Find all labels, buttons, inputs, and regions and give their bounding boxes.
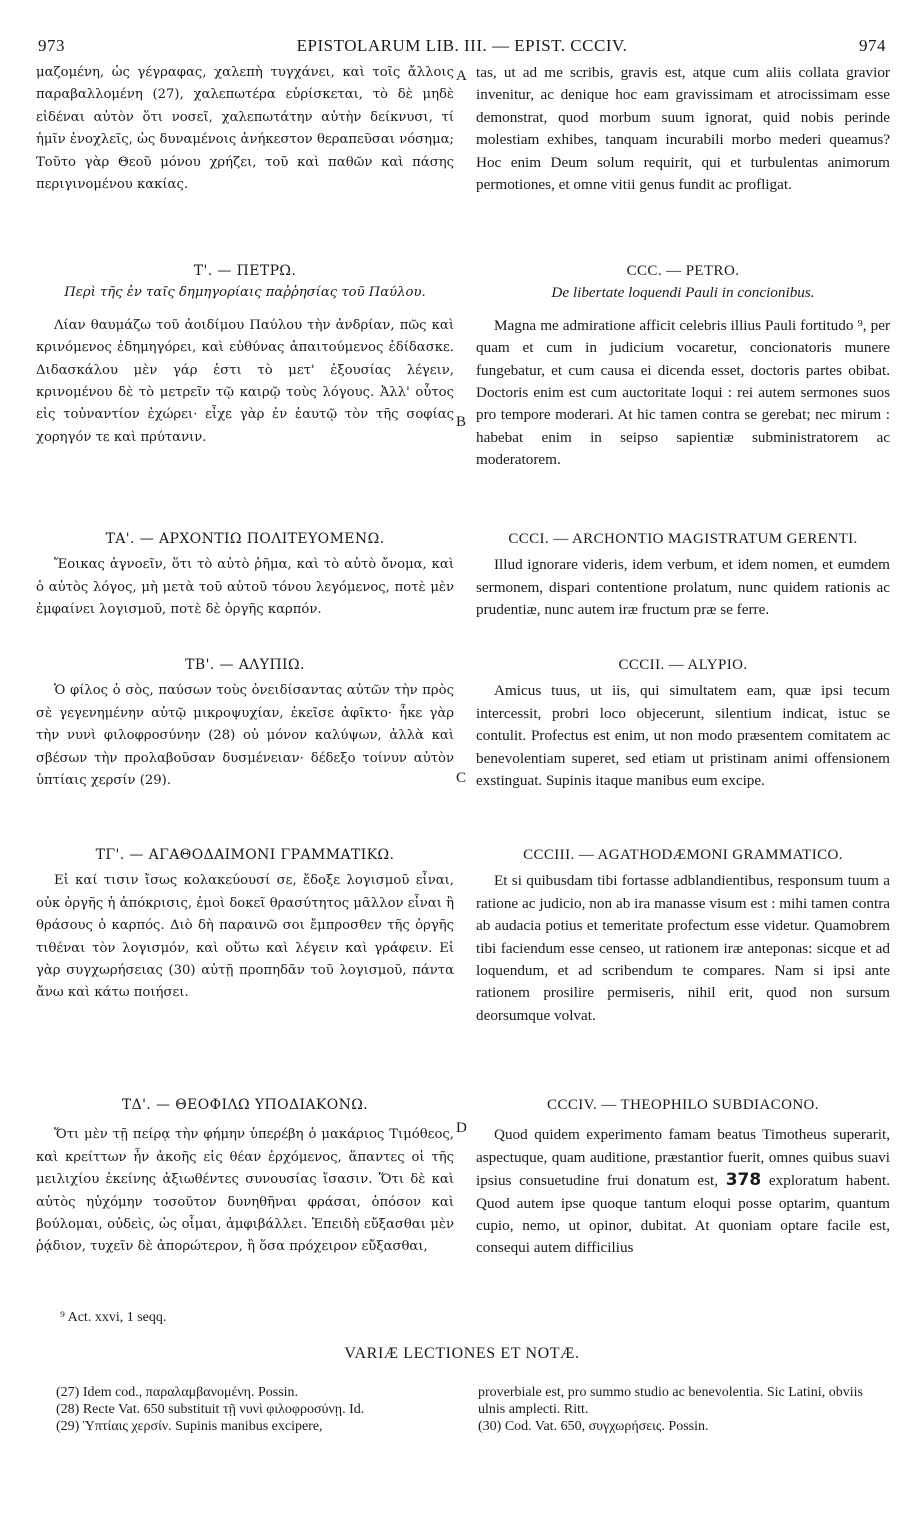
greek-paragraph: μαζομένη, ὡς γέγραφας, χαλεπὴ τυγχάνει, καὶ τοῖς ἄλλοις παραβαλλομένη (27), χαλεπωτέρα εὑρίσκεται, τὸ δὲ μηδὲ εἰδέναι αὐτὸν ὅτι νοσεῖ, χαλεπωτάτην αὐτὴν δείκνυσι, τί ἡμῖν ἐνοχλεῖς, ὡς δυναμένοις ἀνήκεστον θεραπεῦσαι νόσημα; Τοῦτο γὰρ Θεοῦ μόνου χρήζει, τοῦ καὶ παθῶν καὶ πάσης περιγινομένου κακίας. (36, 65, 454, 193)
margin-letter-c: C (456, 770, 467, 786)
page-number-left: 973 (38, 36, 65, 55)
note: (30) Cod. Vat. 650, συγχωρήσεις. Possin. (478, 1419, 709, 1434)
greek-paragraph: Λίαν θαυμάζω τοῦ ἀοιδίμου Παύλου τὴν ἀνδρίαν, πῶς καὶ κρινόμενος ἐδημηγόρει, καὶ εὐθύνας ἀπαιτούμενος ἐδίδασκε. Διδασκάλου μὲν γάρ ἐστι τὸ μετ' ἐξουσίας λέγειν, κρινομένου δὲ τὸ μετρεῖν τῷ καιρῷ τοὺς λόγους. Ἀλλ' οὗτος εἰς τοὐναντίον ἐχώρει· εἶχε γὰρ ἐν ἑαυτῷ τὸν τῆς σοφίας χορηγόν τε καὶ πρύτανιν. (36, 317, 454, 445)
footnote: ⁹ Act. xxvi, 1 seqq. (60, 1310, 167, 1325)
letter-subtitle: De libertate loquendi Pauli in concionibus. (551, 284, 815, 302)
running-title: EPISTOLARUM LIB. III. — EPIST. CCCIV. (296, 36, 628, 55)
notes-left (56, 1384, 456, 1435)
greek-paragraph: Εἰ καί τισιν ἴσως κολακεύουσί σε, ἔδοξε λογισμοῦ εἶναι, οὐκ ὀργῆς ἡ ἀπόκρισις, ἐμοὶ δοκεῖ θρασύτητος μᾶλλον εἶναι ἢ θράσους ὁ καρπός. Διὸ δὴ παραινῶ σοι ἔμπροσθεν τῆς ὀργῆς τιθέναι τὸν λογισμόν, καὶ οὕτω καὶ λέγειν καὶ γράφειν. Εἰ γὰρ συγχωρήσειας (30) αὐτῇ προπηδᾶν τοῦ λογισμοῦ, πάντα ἄνω καὶ κάτω ποιήσει. (36, 873, 454, 1001)
letter-heading: ΤΒ'. — ΑΛΥΠΙΩ. (185, 657, 305, 673)
letter-heading: ΤΓ'. — ΑΓΑΘΟΔΑΙΜΟΝΙ ΓΡΑΜΜΑΤΙΚΩ. (95, 847, 395, 863)
greek-letter-301 (36, 528, 454, 622)
latin-paragraph: Amicus tuus, ut iis, qui simultatem eam, quæ ipsi tecum intercessit, probri loco objecerunt, silentium indicat, istuc se contulit. Profectus est enim, ut non modo præsentem comitatem ac benevolentiam superet, sed etiam ut pristinam animi offensionem exstinguat. Supinis itaque manibus eum excipe. (476, 682, 890, 790)
greek-letter-303 (36, 844, 454, 1005)
note: proverbiale est, pro summo studio ac benevolentia. Sic Latini, obviis ulnis amplecti. Ritt. (478, 1385, 863, 1417)
variae-lectiones-title: VARIÆ LECTIONES ET NOTÆ. (344, 1345, 580, 1362)
greek-paragraph: Ὁ φίλος ὁ σὸς, παύσων τοὺς ὀνειδίσαντας αὐτῶν τὴν πρὸς σὲ γεγενημένην αὐτῷ μικροψυχίαν, ἐκεῖσε ἀφῖκτο· ἧκε γὰρ τὴν νυνὶ φιλοφροσύνην (28) οὐ μόνον καλύψων, ἀλλὰ καὶ σβέσων τὴν προλαβοῦσαν δυσμένειαν· δέδεξο τοίνυν αὐτὸν ὑπτίαις χερσίν (29). (36, 683, 454, 789)
latin-text: exploratum habent. Quod autem ipse quoque tantum eloqui posse optarim, quantum cupio, nemo, ut opinor, dubitat. At quoniam optare facile est, consequi autem difficilius (476, 1172, 891, 1257)
letter-heading: CCCII. — ALYPIO. (618, 657, 748, 673)
margin-letter-b: B (456, 414, 467, 430)
latin-paragraph (476, 1124, 890, 1259)
note: (28) Recte Vat. 650 substituit τῇ νυνὶ φιλοφροσύνῃ. Id. (56, 1402, 365, 1417)
margin-letter-d: D (456, 1120, 467, 1136)
letter-subtitle: Περὶ τῆς ἐν ταῖς δημηγορίαις παῤῥησίας τοῦ Παύλου. (64, 285, 426, 301)
page-number-right: 974 (859, 36, 886, 55)
latin-letter-304 (476, 1094, 890, 1260)
latin-letter-300 (476, 260, 890, 472)
notes-right (478, 1384, 888, 1435)
latin-letter-303 (476, 844, 890, 1027)
letter-heading: CCCIV. — THEOPHILO SUBDIACONO. (547, 1097, 819, 1113)
greek-letter-304 (36, 1094, 454, 1259)
latin-paragraph: Et si quibusdam tibi fortasse adblandientibus, responsum tuum a ratione ac judicio, non ab ira manasse visum est : mihi tamen contra ab audacia potius et temeritate profectum esse videtur. Quamobrem tibi faciendum esse censeo, ut rationem iræ anteponas: sicque et ad loquendum, et ad scribendum te compares. Nam si ipsi ante rationem prosilire permiseris, nihil erit, quod non sursum deorsumque volvat. (476, 872, 890, 1024)
greek-letter-302 (36, 654, 454, 792)
latin-letter-301 (476, 528, 890, 622)
latin-paragraph: Magna me admiratione afficit celebris illius Pauli fortitudo ⁹, per quam et cum in judicium vocaretur, concionatoris munere fungebatur, et cum causa ei dicenda esset, doctoris partes obibat. Doctoris enim est cum auctoritate loqui : rei autem sermones suos pro tempore moderari. At hic tamen contra se gerebat; nec mirum : habebat enim in seipso sapientiæ subministratorem ac moderatorem. (476, 316, 890, 469)
latin-text: Quod quidem experimento famam beatus Timotheus superarit, aspectuque, quam auditione, præstantior fuerit, omnes quibus suavi ipsius consuetudine frui donatum est, (476, 1126, 890, 1190)
greek-paragraph: Ἔοικας ἀγνοεῖν, ὅτι τὸ αὐτὸ ῥῆμα, καὶ τὸ αὐτὸ ὄνομα, καὶ ὁ αὐτὸς λόγος, μὴ μετὰ τοῦ αὐτοῦ τόνου λεγόμενος, ποτὲ μὲν ἐμφαίνει λογισμοῦ, ποτὲ δὲ ὀργῆς καρπόν. (36, 557, 454, 618)
latin-letter-302 (476, 654, 890, 792)
letter-heading: ΤΑ'. — ΑΡΧΟΝΤΙΩ ΠΟΛΙΤΕΥΟΜΕΝΩ. (105, 531, 385, 547)
note: (29) Ὑπτίαις χερσίν. Supinis manibus excipere, (56, 1419, 323, 1434)
latin-paragraph: tas, ut ad me scribis, gravis est, atque cum aliis collata gravior invenitur, ac denique hoc eam gravissimam et atrocissimam esse demonstrat, quod morbum suum ignorat, quid nobis perinde molestiam exhibes, tanquam incurabili morbo mederi queamus? Hoc enim Deum solum requirit, qui et turbulentas animorum permotiones, et omne vitii genus fundit ac profligat. (476, 64, 890, 194)
greek-paragraph: Ὅτι μὲν τῇ πείρᾳ τὴν φήμην ὑπερέβη ὁ μακάριος Τιμόθεος, καὶ κρείττων ἦν ἀκοῆς εἰς θέαν ἐρχόμενος, ἅπαντες οἱ τῆς μειλιχίου ἐκείνης ἀξιωθέντες συνουσίας ἴσασιν. Ὅτι δὲ καὶ αὐτὸς ηὐχόμην τοσοῦτον δυνηθῆναι φράσαι, ὁπόσον καὶ βούλομαι, οὐδεὶς, ὡς οἶμαι, ἀμφιβάλλει. Ἐπειδὴ εὔξασθαι μὲν ῥᾴδιον, τυχεῖν δὲ ἀπορώτερον, ἢ ὅσα πρόχειρον εὔξασθαι, (36, 1127, 454, 1255)
margin-letter-a: A (456, 68, 467, 84)
latin-fragment (476, 62, 890, 196)
letter-heading: CCC. — PETRO. (626, 263, 740, 279)
letter-heading: CCCIII. — AGATHODÆMONI GRAMMATICO. (523, 847, 843, 863)
running-header (38, 36, 886, 58)
letter-heading: ΤΔ'. — ΘΕΟΦΙΛΩ ΥΠΟΔΙΑΚΟΝΩ. (121, 1097, 369, 1113)
letter-heading: Τ'. — ΠΕΤΡΩ. (193, 263, 297, 279)
latin-paragraph: Illud ignorare videris, idem verbum, et idem nomen, et eumdem sermonem, dispari contentione prolatum, nunc quidem rationis ac prudentiæ, nunc autem iræ fructum præ se ferre. (476, 556, 890, 619)
page-marker-number: 378 (725, 1170, 762, 1191)
note: (27) Idem cod., παραλαμβανομένη. Possin. (56, 1385, 299, 1400)
letter-heading: CCCI. — ARCHONTIO MAGISTRATUM GERENTI. (508, 531, 858, 547)
greek-fragment (36, 62, 454, 196)
greek-letter-300 (36, 260, 454, 449)
